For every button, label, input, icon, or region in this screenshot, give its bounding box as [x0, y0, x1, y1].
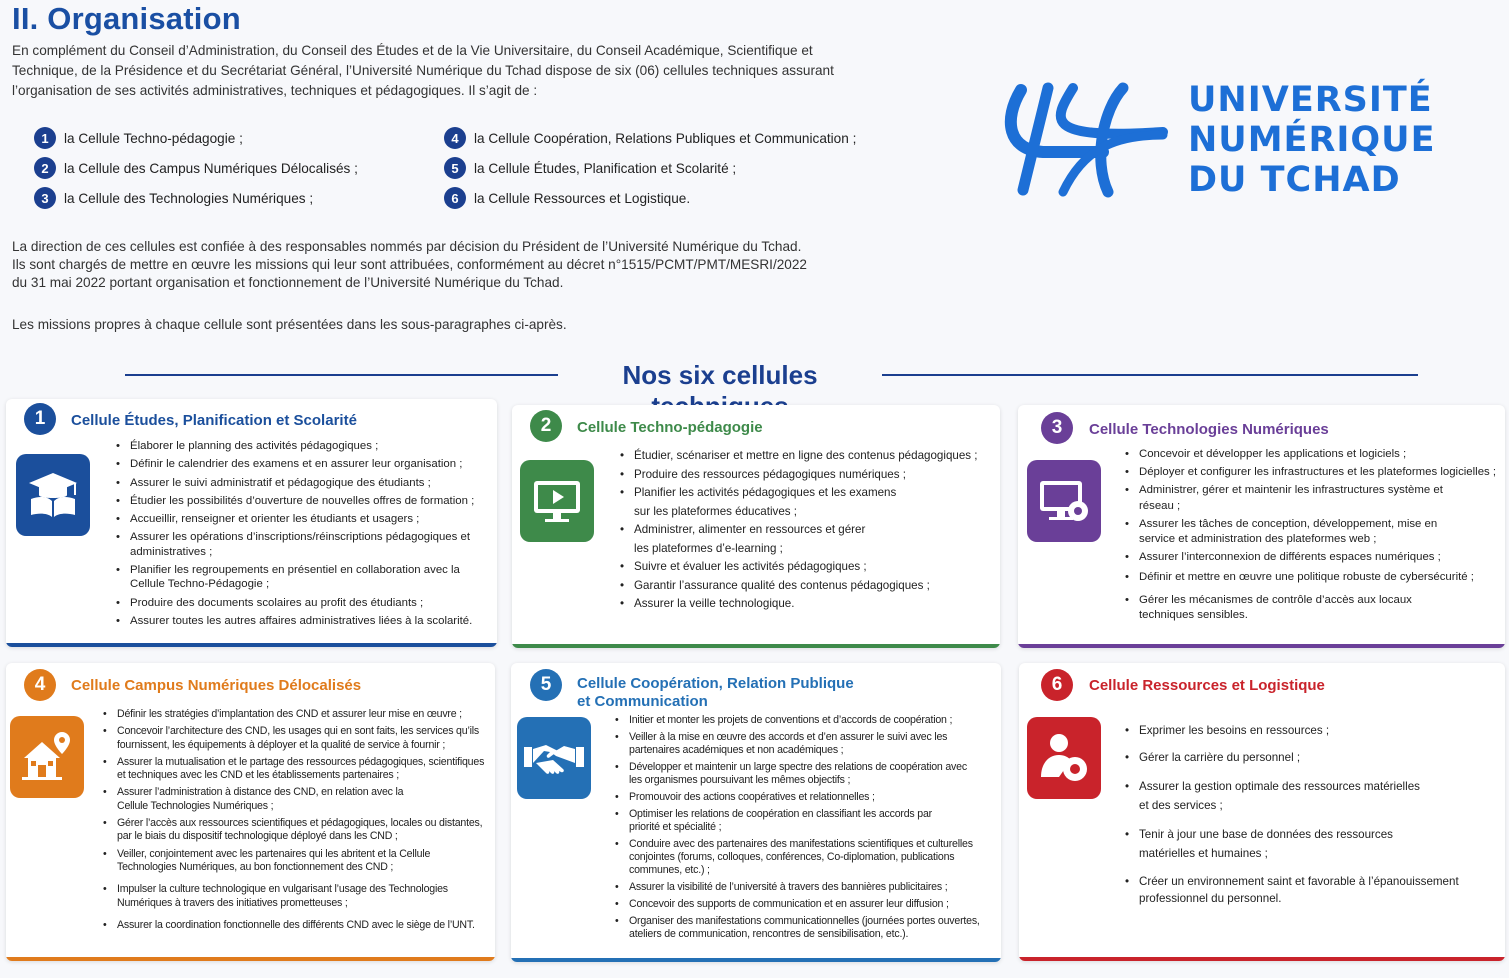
section-title: Nos six cellules: [622, 360, 818, 390]
card-title: Cellule Études, Planification et Scolarité: [71, 412, 357, 429]
list-item: • Suivre et évaluer les activités pédagogiques ;: [620, 558, 992, 577]
section-heading: [0, 360, 1509, 394]
card-number-badge: 3: [1041, 412, 1073, 444]
cell-card-5: [511, 663, 1001, 962]
monitor-gear-icon: [1027, 460, 1101, 542]
cell-card-1: [6, 399, 497, 647]
list-item: • Assurer la gestion optimale des ressources matérielles et des services ;: [1125, 777, 1425, 815]
list-item: • Optimiser les relations de coopération en classifiant les accords par priorité et spécialité ;: [615, 808, 965, 834]
card-list: [1125, 721, 1495, 907]
cell-card-4: [6, 663, 495, 961]
list-item: • Assurer les tâches de conception, développement, mise en service et administration des plateformes web ;: [1125, 517, 1455, 547]
direction-paragraph: La direction de ces cellules est confiée à des responsables nommés par décision du Président de l’Université Numérique du Tchad. Ils sont chargés de mettre en œuvre les missions qui leur sont attribuées, conformément au décret n°1515/PCMT/PMT/MESRI/2022 du 31 mai 2022 portant organisation et fonctionnement de l’Université Numérique du Tchad.: [12, 239, 807, 290]
list-item: • Promouvoir des actions coopératives et relationnelles ;: [615, 791, 995, 804]
card-title: Cellule Ressources et Logistique: [1089, 677, 1325, 694]
list-item: • Produire des documents scolaires au profit des étudiants ;: [116, 596, 488, 610]
list-item: • Assurer la visibilité de l’université à travers des bannières publicitaires ;: [615, 881, 995, 894]
list-item: • Développer et maintenir un large spectre des relations de coopération avec les organismes poursuivant les mêmes objectifs ;: [615, 761, 975, 787]
card-list: [620, 447, 992, 614]
card-list: [615, 714, 995, 941]
card-accent-bar: [511, 958, 1001, 962]
card-list: [103, 708, 488, 932]
list-item: • Veiller, conjointement avec les partenaires qui les abritent et la Cellule Technologies Numériques, au bon fonctionnement des CND ;: [103, 848, 463, 875]
list-item: [34, 187, 313, 209]
card-number-badge: 6: [1041, 669, 1073, 701]
list-item: • Élaborer le planning des activités pédagogiques ;: [116, 439, 488, 453]
list-item: • Créer un environnement saint et favorable à l’épanouissement professionnel du personnel.: [1125, 873, 1480, 907]
number-badge: 6: [444, 187, 466, 209]
video-monitor-icon: [520, 460, 594, 542]
card-accent-bar: [6, 643, 497, 647]
list-item: • Assurer les opérations d’inscriptions/réinscriptions pédagogiques et administratives ;: [116, 530, 488, 559]
list-item: • Organiser des manifestations communicationnelles (journées portes ouvertes, ateliers de communication, rencontres de sensibilisation, etc.).: [615, 915, 980, 941]
cell-card-2: [512, 405, 1000, 648]
card-number-badge: 1: [24, 403, 56, 435]
intro-section: [0, 0, 900, 365]
list-item-label: la Cellule des Technologies Numériques ;: [64, 190, 314, 206]
page-title: II. Organisation: [12, 1, 241, 36]
list-item: • Impulser la culture technologique en vulgarisant l’usage des Technologies Numériques à travers des initiatives prometteuses ;: [103, 883, 468, 910]
number-badge: 4: [444, 127, 466, 149]
list-item: • Gérer l’accès aux ressources scientifiques et pédagogiques, locales ou distantes, par le biais du dispositif technologique déployé dans les CND ;: [103, 817, 488, 844]
person-gear-icon: [1027, 717, 1101, 799]
list-item: [34, 157, 358, 179]
list-item: • Étudier, scénariser et mettre en ligne des contenus pédagogiques ;: [620, 447, 992, 466]
list-item: • Gérer la carrière du personnel ;: [1125, 748, 1495, 767]
list-item: • Planifier les regroupements en présentiel en collaboration avec la Cellule Techno-Pédagogie ;: [116, 563, 488, 592]
handshake-icon: [517, 717, 591, 799]
logo-mark-icon: [1003, 80, 1168, 200]
list-item: • Exprimer les besoins en ressources ;: [1125, 721, 1495, 740]
card-accent-bar: [6, 957, 495, 961]
list-item: • Définir le calendrier des examens et en assurer leur organisation ;: [116, 457, 488, 471]
list-item: • Concevoir l’architecture des CND, les usages qui en sont faits, les services qu’ils fournissent, les équipements à déployer et la qualité de service à fournir ;: [103, 725, 488, 752]
list-item: • Garantir l’assurance qualité des contenus pédagogiques ;: [620, 577, 992, 596]
list-item: • Assurer la coordination fonctionnelle des différents CND avec le siège de l’UNT.: [103, 919, 488, 932]
cell-card-3: [1018, 405, 1505, 648]
list-item: • Assurer le suivi administratif et pédagogique des étudiants ;: [116, 476, 488, 490]
list-item-label: la Cellule Coopération, Relations Publiques et Communication ;: [474, 130, 857, 146]
card-number-badge: 4: [24, 669, 56, 701]
list-item: [444, 157, 736, 179]
list-item: • Veiller à la mise en œuvre des accords et d’en assurer le suivi avec les partenaires académiques et non académiques ;: [615, 731, 965, 757]
list-item: • Conduire avec des partenaires des manifestations scientifiques et culturelles conjointes (forums, colloques, conférences, Co-diplomation, publications communes, etc.) ;: [615, 838, 975, 877]
intro-paragraph: En complément du Conseil d’Administration, du Conseil des Études et de la Vie Universitaire, du Conseil Académique, Scientifique et Technique, de la Présidence et du Secrétariat Général, l’Université Numérique du Tchad dispose de six (06) cellules techniques assurant l’organisation de ses activités administratives, techniques et pédagogiques. Il s’agit de :: [12, 43, 834, 98]
card-list: [116, 439, 488, 628]
card-title: Cellule Coopération, Relation Publique et Communication: [577, 675, 854, 710]
card-accent-bar: [1018, 644, 1505, 648]
list-item-label: la Cellule des Campus Numériques Délocalisés ;: [64, 160, 358, 176]
card-title: Cellule Techno-pédagogie: [577, 419, 763, 436]
list-item: • Définir les stratégies d’implantation des CND et assurer leur mise en œuvre ;: [103, 708, 488, 721]
missions-paragraph: Les missions propres à chaque cellule sont présentées dans les sous-paragraphes ci-après.: [12, 317, 567, 332]
card-title: Cellule Campus Numériques Délocalisés: [71, 677, 362, 694]
graduation-book-icon: [16, 454, 90, 536]
list-item: • Concevoir des supports de communication et en assurer leur diffusion ;: [615, 898, 995, 911]
cell-card-6: [1019, 663, 1505, 961]
list-item: • Assurer l’administration à distance des CND, en relation avec la Cellule Technologies Numériques ;: [103, 786, 418, 813]
number-badge: 3: [34, 187, 56, 209]
list-item: • Planifier les activités pédagogiques et les examens sur les plateformes éducatives ;: [620, 484, 910, 521]
list-item-label: la Cellule Ressources et Logistique.: [474, 190, 691, 206]
list-item: • Accueillir, renseigner et orienter les étudiants et usagers ;: [116, 512, 488, 526]
card-title: Cellule Technologies Numériques: [1089, 421, 1329, 438]
card-number-badge: 2: [530, 410, 562, 442]
list-item: • Produire des ressources pédagogiques numériques ;: [620, 466, 992, 485]
list-item: • Administrer, gérer et maintenir les infrastructures système et réseau ;: [1125, 483, 1445, 513]
list-item: • Définir et mettre en œuvre une politique robuste de cybersécurité ;: [1125, 570, 1500, 585]
list-item: [34, 127, 243, 149]
list-item: [444, 187, 690, 209]
list-item: • Tenir à jour une base de données des ressources matérielles et humaines ;: [1125, 825, 1405, 863]
card-number-badge: 5: [530, 669, 562, 701]
list-item-label: la Cellule Études, Planification et Scolarité ;: [474, 160, 737, 176]
logo-text: UNIVERSITÉ NUMÉRIQUE DU TCHAD: [1188, 80, 1436, 200]
card-accent-bar: [1019, 957, 1505, 961]
divider: [125, 374, 558, 376]
number-badge: 5: [444, 157, 466, 179]
house-location-icon: [10, 716, 84, 798]
list-item: • Déployer et configurer les infrastructures et les plateformes logicielles ;: [1125, 465, 1500, 480]
card-accent-bar: [512, 644, 1000, 648]
list-item: • Assurer toutes les autres affaires administratives liées à la scolarité.: [116, 614, 488, 628]
list-item: • Administrer, alimenter en ressources et gérer les plateformes d’e-learning ;: [620, 521, 880, 558]
list-item: • Initier et monter les projets de conventions et d’accords de coopération ;: [615, 714, 995, 727]
list-item: • Assurer la mutualisation et le partage des ressources pédagogiques, scientifiques et techniques avec les CND et les établissements partenaires ;: [103, 756, 488, 783]
divider: [882, 374, 1418, 376]
list-item-label: la Cellule Techno-pédagogie ;: [64, 130, 243, 146]
list-item: • Assurer la veille technologique.: [620, 595, 992, 614]
list-item: [444, 127, 856, 149]
list-item: • Assurer l’interconnexion de différents espaces numériques ;: [1125, 550, 1500, 565]
number-badge: 1: [34, 127, 56, 149]
number-badge: 2: [34, 157, 56, 179]
list-item: • Concevoir et développer les applications et logiciels ;: [1125, 447, 1500, 462]
list-item: • Étudier les possibilités d’ouverture de nouvelles offres de formation ;: [116, 494, 488, 508]
university-logo: [1003, 80, 1443, 200]
list-item: • Gérer les mécanismes de contrôle d’accès aux locaux techniques sensibles.: [1125, 593, 1445, 623]
card-list: [1125, 447, 1500, 623]
